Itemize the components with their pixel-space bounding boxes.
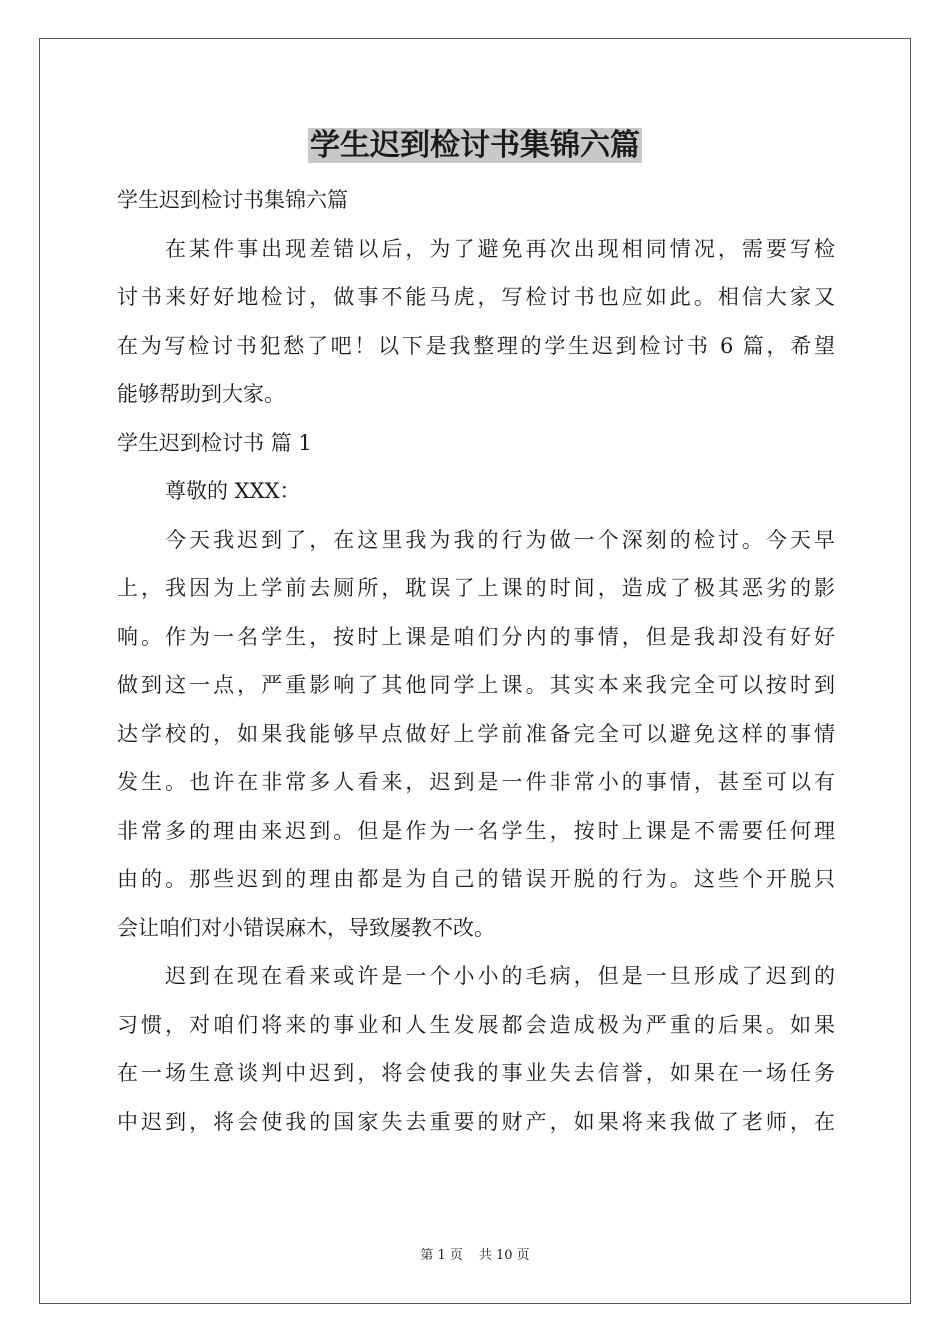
paragraph-line: 今天我迟到了，在这里我为我的行为做一个深刻的检讨。今天早 xyxy=(165,527,835,552)
intro-line: 能够帮助到大家。 xyxy=(117,382,285,406)
document-title xyxy=(0,124,950,168)
page-number: 第 1 页 xyxy=(420,1248,463,1263)
paragraph-line: 习惯，对咱们将来的事业和人生发展都会造成极为严重的后果。如果 xyxy=(117,1012,835,1037)
subtitle-line: 学生迟到检讨书集锦六篇 xyxy=(117,188,348,212)
paragraph-line: 中迟到，将会使我的国家失去重要的财产，如果将来我做了老师，在 xyxy=(117,1109,835,1134)
intro-line: 在某件事出现差错以后，为了避免再次出现相同情况，需要写检 xyxy=(165,236,835,261)
section-heading: 学生迟到检讨书 篇 1 xyxy=(117,430,312,455)
paragraph-line: 非常多的理由来迟到。但是作为一名学生，按时上课是不需要任何理 xyxy=(117,818,835,843)
document-title-text: 学生迟到检讨书集锦六篇 xyxy=(310,128,640,163)
paragraph-line: 迟到在现在看来或许是一个小小的毛病，但是一旦形成了迟到的 xyxy=(165,964,835,988)
paragraph-line: 响。作为一名学生，按时上课是咱们分内的事情，但是我却没有好好 xyxy=(117,624,835,649)
paragraph-line: 会让咱们对小错误麻木，导致屡教不改。 xyxy=(117,915,495,940)
paragraph-line: 上，我因为上学前去厕所，耽误了上课的时间，造成了极其恶劣的影 xyxy=(117,576,835,600)
document-body xyxy=(117,176,835,1146)
paragraph-line: 发生。也许在非常多人看来，迟到是一件非常小的事情，甚至可以有 xyxy=(117,770,835,794)
paragraph-line: 由的。那些迟到的理由都是为自己的错误开脱的行为。这些个开脱只 xyxy=(117,867,835,891)
salutation-line: 尊敬的 XXX： xyxy=(165,479,301,503)
page-total: 共 10 页 xyxy=(478,1248,530,1263)
paragraph-line: 做到这一点，严重影响了其他同学上课。其实本来我完全可以按时到 xyxy=(117,673,835,697)
intro-line: 在为写检讨书犯愁了吧！以下是我整理的学生迟到检讨书 6 篇，希望 xyxy=(117,333,835,358)
paragraph-line: 达学校的，如果我能够早点做好上学前准备完全可以避免这样的事情 xyxy=(117,721,835,746)
paragraph-line: 在一场生意谈判中迟到，将会使我的事业失去信誉，如果在一场任务 xyxy=(117,1061,835,1085)
intro-line: 讨书来好好地检讨，做事不能马虎，写检讨书也应如此。相信大家又 xyxy=(117,285,835,309)
page-footer xyxy=(0,1247,950,1265)
